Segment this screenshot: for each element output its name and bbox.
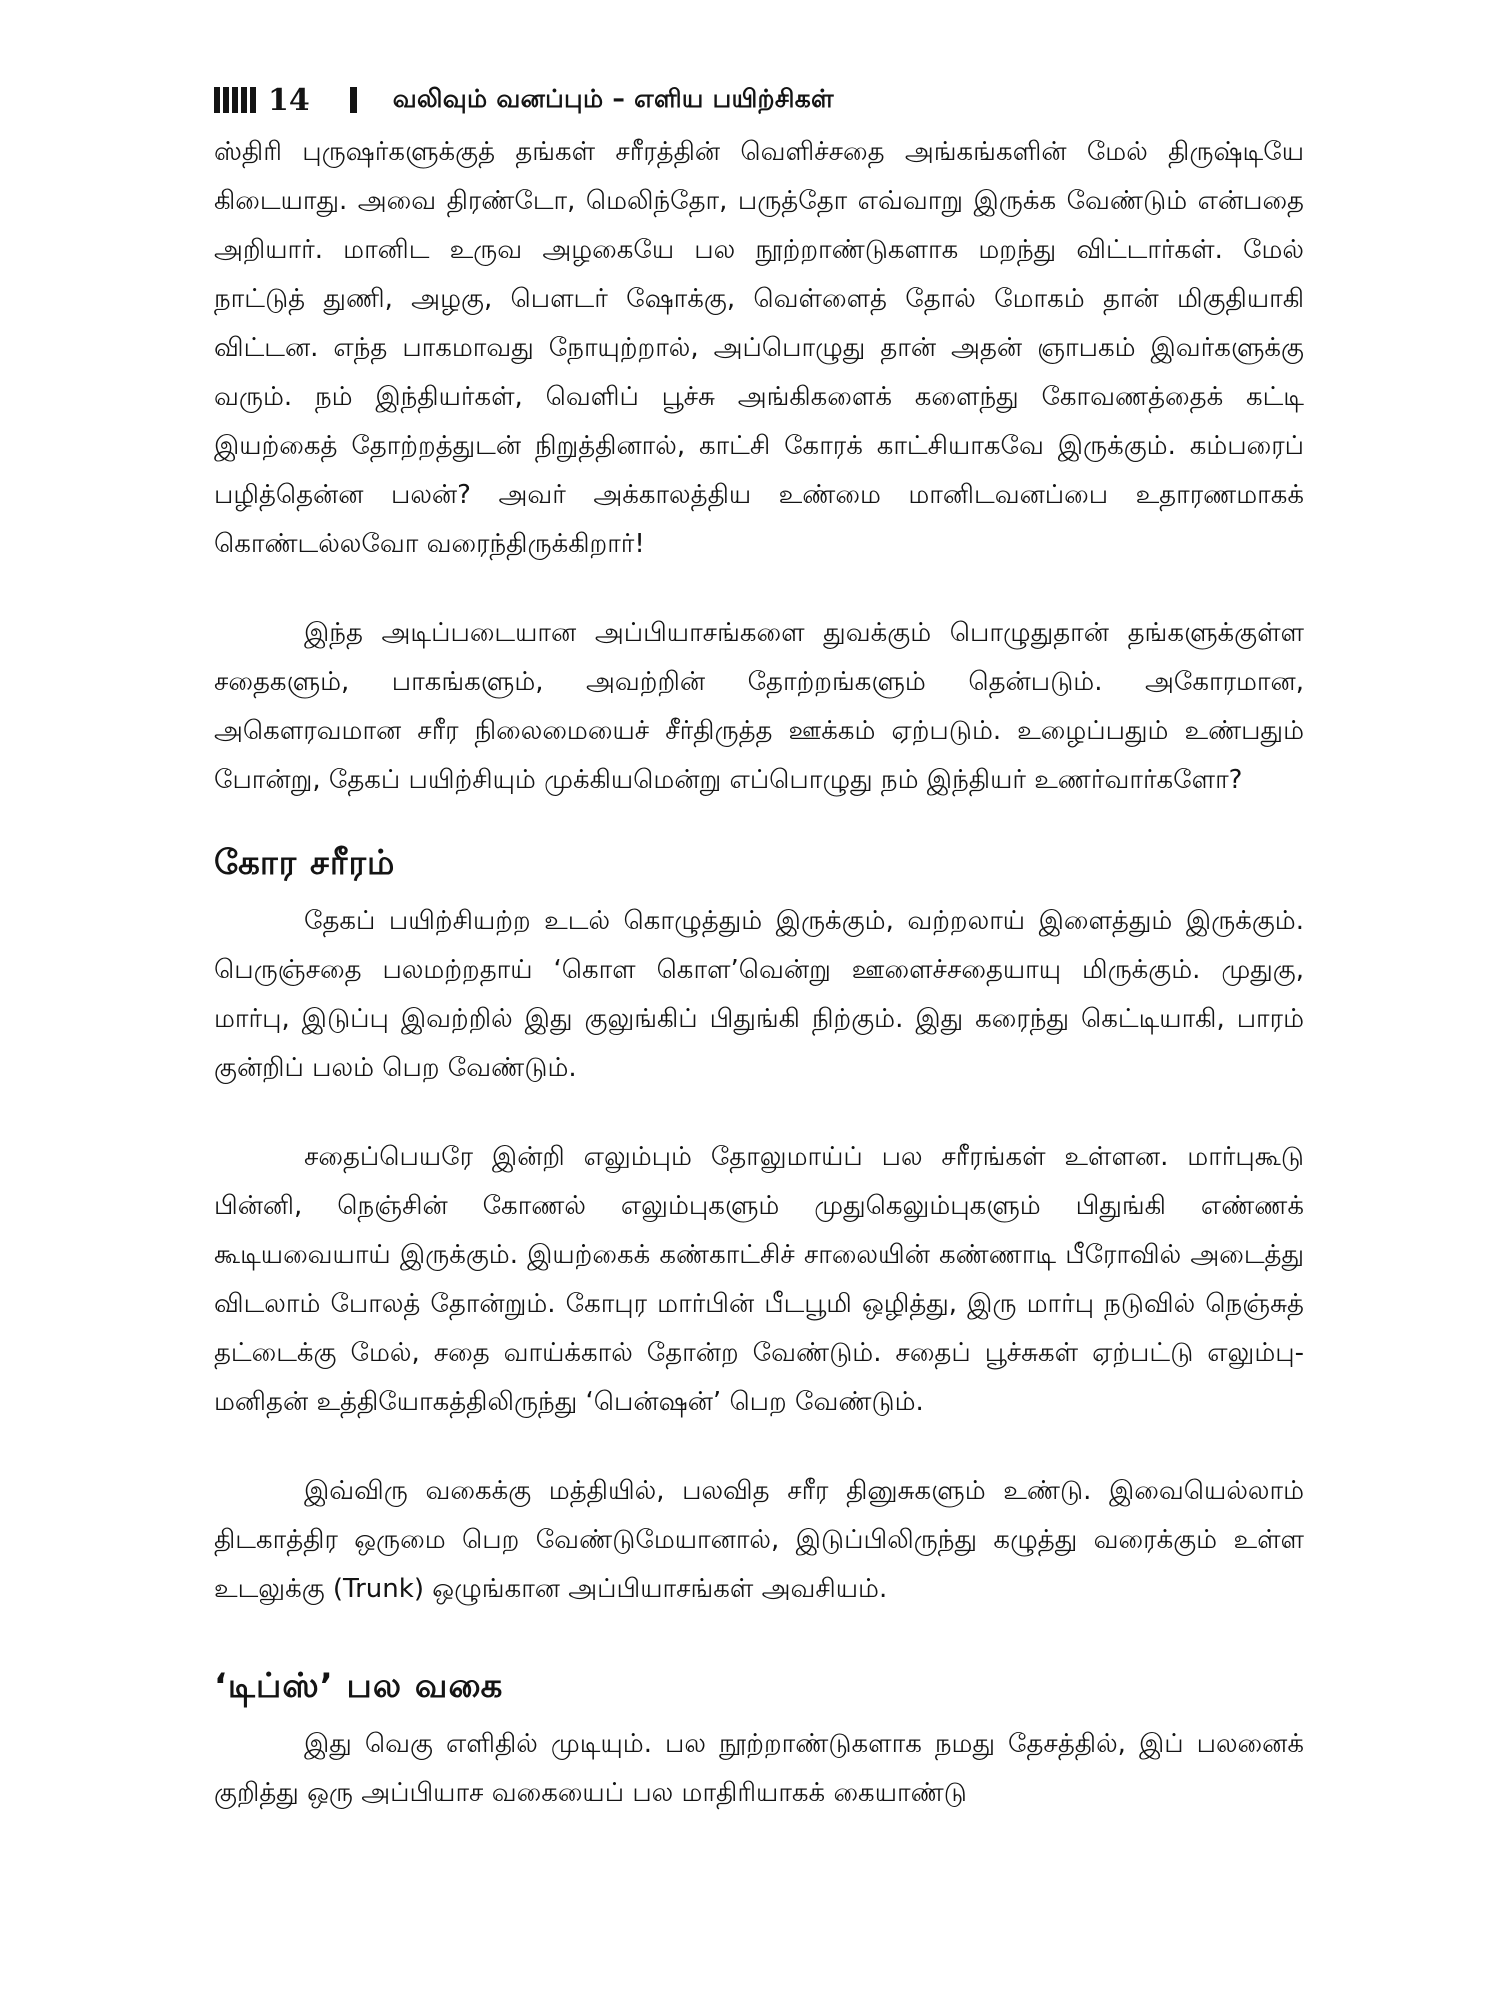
page-body: [214, 128, 1304, 1818]
paragraph: தேகப் பயிற்சியற்ற உடல் கொழுத்தும் இருக்கும், வற்றலாய் இளைத்தும் இருக்கும். பெருஞ்சதை பலமற்றதாய் ‘கொள கொள’வென்று ஊளைச்சதையாயு மிருக்கும். முதுகு, மார்பு, இடுப்பு இவற்றில் இது குலுங்கிப் பிதுங்கி நிற்கும். இது கரைந்து கெட்டியாகி, பாரம் குன்றிப் பலம் பெற வேண்டும்.: [214, 906, 1304, 1083]
section-heading: கோர சரீரம்: [214, 843, 396, 883]
paragraph: சதைப்பெயரே இன்றி எலும்பும் தோலுமாய்ப் பல சரீரங்கள் உள்ளன. மார்புகூடு பின்னி, நெஞ்சின் கோணல் எலும்புகளும் முதுகெலும்புகளும் பிதுங்கி எண்ணக் கூடியவையாய் இருக்கும். இயற்கைக் கண்காட்சிச் சாலையின் கண்ணாடி பீரோவில் அடைத்து விடலாம் போலத் தோன்றும். கோபுர மார்பின் பீடபூமி ஒழித்து, இரு மார்பு நடுவில் நெஞ்சுத் தட்டைக்கு மேல், சதை வாய்க்கால் தோன்ற வேண்டும். சதைப் பூச்சுகள் ஏற்பட்டு எலும்பு-மனிதன் உத்தியோகத்திலிருந்து ‘பென்ஷன்’ பெற வேண்டும்.: [214, 1142, 1304, 1417]
paragraph: ஸ்திரி புருஷர்களுக்குத் தங்கள் சரீரத்தின் வெளிச்சதை அங்கங்களின் மேல் திருஷ்டியே கிடையாது. அவை திரண்டோ, மெலிந்தோ, பருத்தோ எவ்வாறு இருக்க வேண்டும் என்பதை அறியார். மானிட உருவ அழகையே பல நூற்றாண்டுகளாக மறந்து விட்டார்கள். மேல் நாட்டுத் துணி, அழகு, பௌடர் ஷோக்கு, வெள்ளைத் தோல் மோகம் தான் மிகுதியாகி விட்டன. எந்த பாகமாவது நோயுற்றால், அப்பொழுது தான் அதன் ஞாபகம் இவர்களுக்கு வரும். நம் இந்தியர்கள், வெளிப் பூச்சு அங்கிகளைக் களைந்து கோவணத்தைக் கட்டி இயற்கைத் தோற்றத்துடன் நிறுத்தினால், காட்சி கோரக் காட்சியாகவே இருக்கும். கம்பரைப் பழித்தென்ன பலன்? அவர் அக்காலத்திய உண்மை மானிடவனப்பை உதாரணமாகக் கொண்டல்லவோ வரைந்திருக்கிறார்!: [214, 137, 1304, 559]
header-divider: [350, 87, 357, 113]
paragraph: இவ்விரு வகைக்கு மத்தியில், பலவித சரீர தினுசுகளும் உண்டு. இவையெல்லாம் திடகாத்திர ஒருமை பெற வேண்டுமேயானால், இடுப்பிலிருந்து கழுத்து வரைக்கும் உள்ள உடலுக்கு (Trunk) ஒழுங்கான அப்பியாசங்கள் அவசியம்.: [214, 1476, 1304, 1604]
paragraph: இந்த அடிப்படையான அப்பியாசங்களை துவக்கும் பொழுதுதான் தங்களுக்குள்ள சதைகளும், பாகங்களும், அவற்றின் தோற்றங்களும் தென்படும். அகோரமான, அகௌரவமான சரீர நிலைமையைச் சீர்திருத்த ஊக்கம் ஏற்படும். உழைப்பதும் உண்பதும் போன்று, தேகப் பயிற்சியும் முக்கியமென்று எப்பொழுது நம் இந்தியர் உணர்வார்களோ?: [214, 618, 1304, 795]
book-title: வலிவும் வனப்பும் – எளிய பயிற்சிகள்: [392, 83, 834, 113]
page-number: 14: [268, 82, 310, 118]
paragraph: இது வெகு எளிதில் முடியும். பல நூற்றாண்டுகளாக நமது தேசத்தில், இப் பலனைக் குறித்து ஒரு அப்பியாச வகையைப் பல மாதிரியாகக் கையாண்டு: [214, 1729, 1304, 1808]
section-heading: ‘டிப்ஸ்’ பல வகை: [214, 1666, 504, 1706]
bars-icon: [214, 87, 256, 113]
running-header: [214, 78, 1304, 122]
